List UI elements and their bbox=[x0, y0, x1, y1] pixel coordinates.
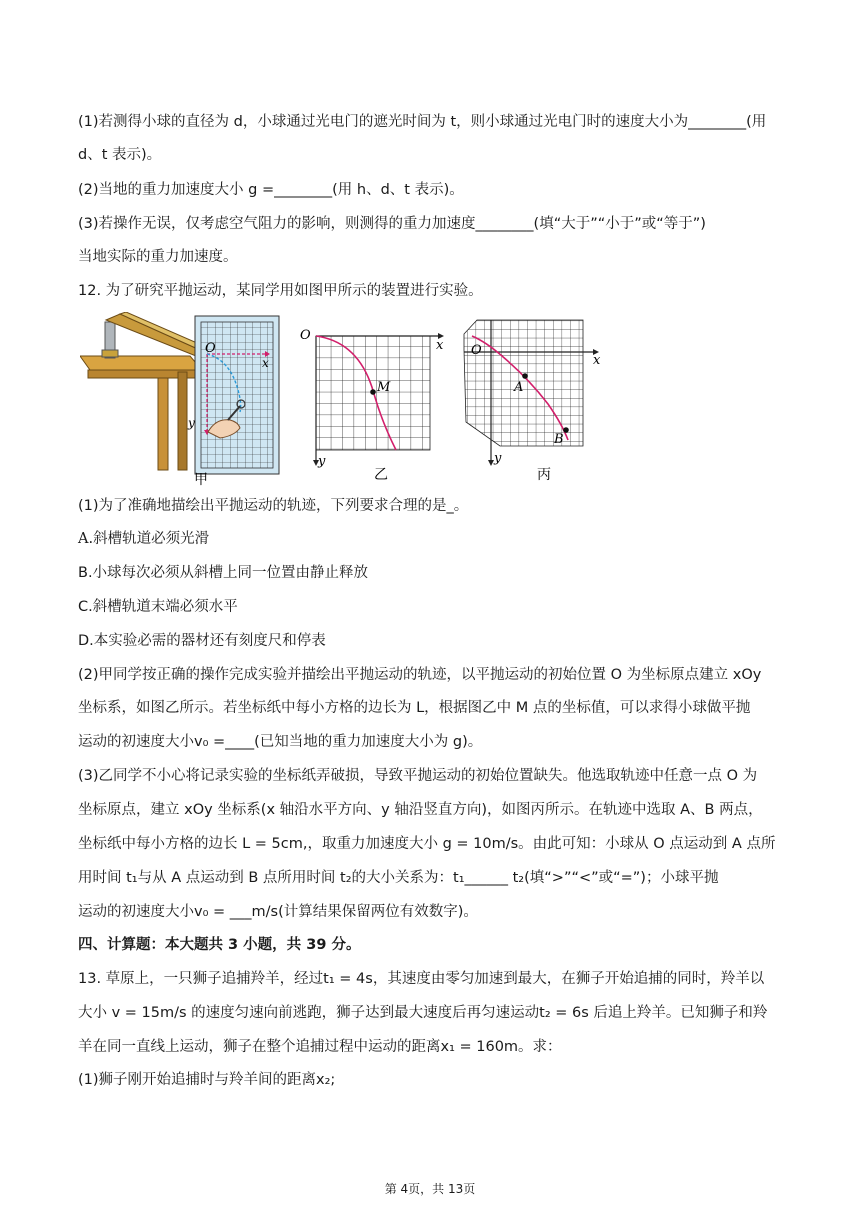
yi-point-M bbox=[370, 389, 376, 395]
figure-jia bbox=[80, 312, 279, 487]
q12-option-d: D.本实验必需的器材还有刻度尺和停表 bbox=[78, 633, 326, 649]
q11-line-4: (3)若操作无误，仅考虑空气阻力的影响，则测得的重力加速度________(填“大于”“小于”或“等于”) bbox=[78, 216, 706, 232]
jia-x-label: x bbox=[262, 356, 269, 370]
q12-part3-line-2: 坐标原点，建立 xOy 坐标系(x 轴沿水平方向、y 轴沿竖直方向)，如图丙所示。在轨迹中选取 A、B 两点， bbox=[78, 802, 763, 818]
q13-line-3: 羊在同一直线上运动，狮子在整个追捕过程中运动的距离x₁ = 160m。求： bbox=[78, 1039, 562, 1055]
yi-x-label: x bbox=[436, 338, 444, 353]
q11-line-2: d、t 表示)。 bbox=[78, 147, 162, 163]
page-footer: 第 4页，共 13页 bbox=[384, 1182, 476, 1196]
yi-y-label: y bbox=[318, 454, 326, 469]
q12-part2-line-3: 运动的初速度大小v₀ =____(已知当地的重力加速度大小为 g)。 bbox=[78, 734, 483, 750]
q12-option-c: C.斜槽轨道末端必须水平 bbox=[78, 599, 238, 615]
q12-part1: (1)为了准确地描绘出平抛运动的轨迹，下列要求合理的是_。 bbox=[78, 498, 469, 514]
yi-M-label: M bbox=[377, 380, 391, 395]
q12-part3-line-4: 用时间 t₁与从 A 点运动到 B 点所用时间 t₂的大小关系为：t₁______ t₂(填“>”“<”或“=”)；小球平抛 bbox=[78, 870, 719, 886]
q12-intro: 12. 为了研究平抛运动，某同学用如图甲所示的装置进行实验。 bbox=[78, 283, 483, 299]
yi-caption: 乙 bbox=[374, 467, 388, 483]
bing-A-label: A bbox=[514, 380, 524, 395]
q12-part2-line-2: 坐标系，如图乙所示。若坐标纸中每小方格的边长为 L，根据图乙中 M 点的坐标值，可以求得小球做平抛 bbox=[78, 700, 751, 716]
q13-line-4: (1)狮子刚开始追捕时与羚羊间的距离x₂; bbox=[78, 1072, 336, 1088]
q12-part2-line-1: (2)甲同学按正确的操作完成实验并描绘出平抛运动的轨迹，以平抛运动的初始位置 O 为坐标原点建立 xOy bbox=[78, 667, 762, 683]
q12-option-b: B.小球每次必须从斜槽上同一位置由静止释放 bbox=[78, 565, 369, 581]
figure-bing bbox=[464, 320, 601, 483]
bing-point-A bbox=[522, 373, 528, 379]
q12-figures bbox=[80, 312, 620, 487]
section-4-heading: 四、计算题：本大题共 3 小题，共 39 分。 bbox=[78, 937, 361, 953]
figure-yi bbox=[300, 328, 444, 483]
q13-line-1: 13. 草原上，一只狮子追捕羚羊，经过t₁ = 4s，其速度由零匀加速到最大，在狮子开始追捕的同时，羚羊以 bbox=[78, 971, 765, 987]
bing-y-label: y bbox=[494, 451, 502, 466]
bing-caption: 丙 bbox=[537, 467, 551, 483]
bing-B-label: B bbox=[554, 432, 564, 447]
bing-x-label: x bbox=[593, 353, 601, 368]
q11-line-5: 当地实际的重力加速度。 bbox=[78, 249, 238, 265]
jia-y-label: y bbox=[188, 416, 195, 430]
bing-origin-label: O bbox=[471, 343, 482, 358]
q12-part3-line-3: 坐标纸中每小方格的边长 L = 5cm,，取重力加速度大小 g = 10m/s。由此可知：小球从 O 点运动到 A 点所 bbox=[78, 836, 776, 852]
jia-origin-label: O bbox=[205, 341, 216, 356]
q12-part3-line-1: (3)乙同学不小心将记录实验的坐标纸弄破损，导致平抛运动的初始位置缺失。他选取轨迹中任意一点 O 为 bbox=[78, 768, 758, 784]
q12-part3-line-5: 运动的初速度大小v₀ = ___m/s(计算结果保留两位有效数字)。 bbox=[78, 904, 478, 920]
jia-caption: 甲 bbox=[194, 472, 208, 487]
bing-point-B bbox=[563, 427, 569, 433]
q13-line-2: 大小 v = 15m/s 的速度匀速向前逃跑，狮子达到最大速度后再匀速运动t₂ = 6s 后追上羚羊。已知狮子和羚 bbox=[78, 1005, 768, 1021]
q12-option-a: A.斜槽轨道必须光滑 bbox=[78, 531, 210, 547]
q11-line-3: (2)当地的重力加速度大小 g =________(用 h、d、t 表示)。 bbox=[78, 182, 464, 198]
q11-line-1: (1)若测得小球的直径为 d，小球通过光电门的遮光时间为 t，则小球通过光电门时的速度大小为________(用 bbox=[78, 114, 767, 130]
yi-origin-label: O bbox=[300, 328, 311, 343]
